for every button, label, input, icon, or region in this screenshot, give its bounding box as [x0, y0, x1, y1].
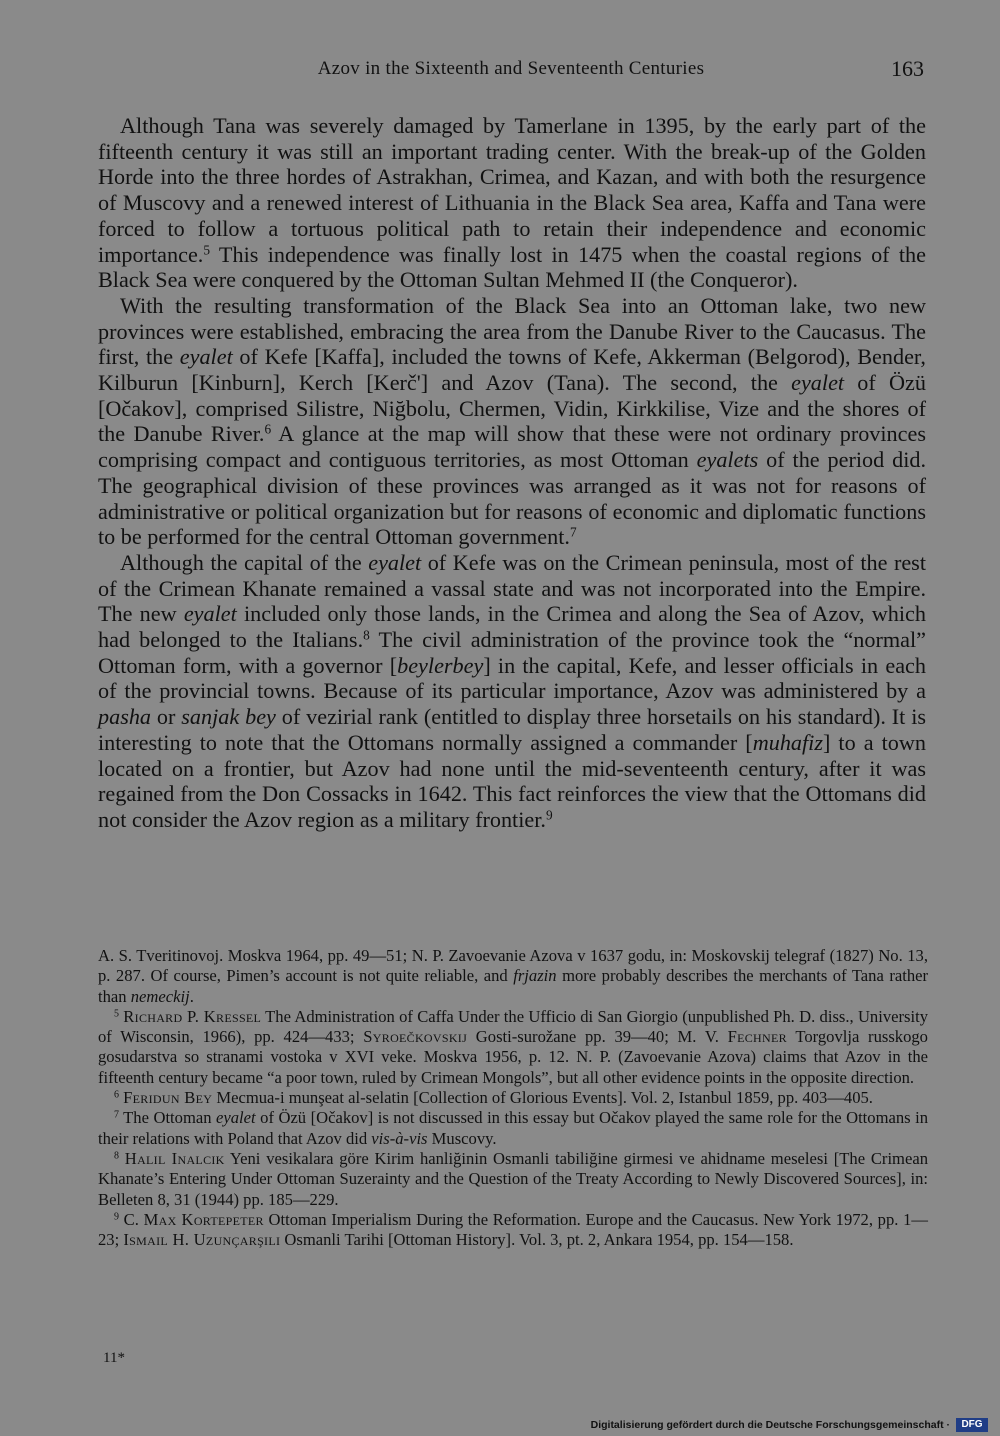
paragraph-1: Although Tana was severely damaged by Tamerlane in 1395, by the early part of the fifteenth century it was still an important trading center. With the break-up of the Golden Horde into the three hordes of Astrakhan, Crimea, and Kazan, and with both the resurgence of Muscovy and a renewed interest of Lithuania in the Black Sea area, Kaffa and Tana were forced to follow a tortuous political path to retain their independence and economic importance.$^5$ This independence was finally lost in 1475 when the coastal regions of the Black Sea were conquered by the Ottoman Sultan Mehmed II (the Conqueror). — [98, 113, 926, 293]
digitization-credit: Digitalisierung gefördert durch die Deutsche Forschungsgemeinschaft · — [590, 1419, 950, 1431]
footnote-ref-7: 7 — [569, 524, 577, 540]
signature-mark: 11* — [103, 1350, 125, 1366]
footnotes — [98, 946, 928, 1250]
page-number: 163 — [891, 56, 924, 81]
paragraph-3: Although the capital of the eyalet of Kefe was on the Crimean peninsula, most of the rest of the Crimean Khanate remained a vassal state and was not incorporated into the Empire. The new eyalet included only those lands, in the Crimea and along the Sea of Azov, which had belonged to the Italians.$^8$ The civil administration of the province took the “normal” Ottoman form, with a governor [beylerbey] in the capital, Kefe, and lesser officials in each of the provincial towns. Because of its particular importance, Azov was administered by a pasha or sanjak bey of vezirial rank (entitled to display three horsetails on his standard). It is interesting to note that the Ottomans normally assigned a commander [muhafiz] to a town located on a frontier, but Azov had none until the mid-seventeenth century, after it was regained from the Don Cossacks in 1642. This fact reinforces the view that the Ottomans did not consider the Azov region as a military frontier.$^9$ — [98, 549, 927, 832]
footnote-ref-5: 5 — [203, 242, 211, 258]
running-head — [96, 58, 926, 88]
footnote-ref-8: 8 — [363, 627, 370, 643]
footnote-7: $^7$ The Ottoman eyalet of Özü [Očakov] is not discussed in this essay but Očakov played the same role for the Ottomans in their relations with Poland that Azov did vis-à-vis Muscovy. — [98, 1108, 929, 1148]
running-title: Azov in the Sixteenth and Seventeenth Centuries — [317, 58, 705, 79]
footnote-9: $^9$ C. Max Kortepeter Ottoman Imperialism During the Reformation. Europe and the Caucasus. New York 1972, pp. 1—23; Ismail H. Uzunçarşili Osmanli Tarihi [Ottoman History]. Vol. 3, pt. 2, Ankara 1954, pp. 154—158. — [98, 1209, 929, 1250]
footnote-5: $^5$ Richard P. Kressel The Administration of Caffa Under the Ufficio di San Giorgio (unpublished Ph. D. diss., University of Wisconsin, 1966), pp. 424—433; Syroečkovskij Gosti-surožane pp. 39—40; M. V. Fechner Torgovlja russkogo gosudarstva so stranami vostoka v XVI veke. Moskva 1956, p. 12. N. P. (Zavoevanie Azova) claims that Azov in the fifteenth century became “a poor town, ruled by Crimean Mongols”, but all other evidence points in the opposite direction. — [98, 1006, 928, 1087]
footnote-8: $^8$ Halil Inalcik Yeni vesikalara göre Kirim hanliğinin Osmanli tabiliğine girmesi ve ahidname meselesi [The Crimean Khanate’s Entering Under Ottoman Suzerainty and the Question of the Treaty According to Newly Discovered Sources], in: Belleten 8, 31 (1944) pp. 185—229. — [98, 1148, 928, 1209]
paragraph-2: With the resulting transformation of the Black Sea into an Ottoman lake, two new provinces were established, embracing the area from the Danube River to the Caucasus. The first, the eyalet of Kefe [Kaffa], included the towns of Kefe, Akkerman (Belgorod), Bender, Kilburun [Kinburn], Kerch [Kerč'] and Azov (Tana). The second, the eyalet of Özü [Očakov], comprised Silistre, Niğbolu, Chermen, Vidin, Kirkkilise, Vize and the shores of the Danube River.$^6$ A glance at the map will show that these were not ordinary provinces comprising compact and contiguous territories, as most Ottoman eyalets of the period did. The geographical division of these provinces was arranged as it was not for reasons of administrative or political organization but for reasons of economic and diplomatic functions to be performed for the central Ottoman government.$^7$ — [98, 292, 927, 550]
footnote-ref-9: 9 — [545, 807, 553, 823]
body-text — [98, 113, 926, 833]
footnote-6: $^6$ Feridun Bey Mecmua-i munşeat al-selatin [Collection of Glorious Events]. Vol. 2, Istanbul 1859, pp. 403—405. — [114, 1088, 873, 1108]
footnote-ref-6: 6 — [264, 422, 272, 438]
dfg-logo: DFG — [956, 1418, 988, 1432]
footnote-continued: A. S. Tveritinovoj. Moskva 1964, pp. 49—51; N. P. Zavoevanie Azova v 1637 godu, in: Moskovskij telegraf (1827) No. 13, p. 287. Of course, Pimen’s account is not quite reliable, and frjazin more probably describes the merchants of Tana rather than nemeckij. — [98, 946, 929, 1006]
